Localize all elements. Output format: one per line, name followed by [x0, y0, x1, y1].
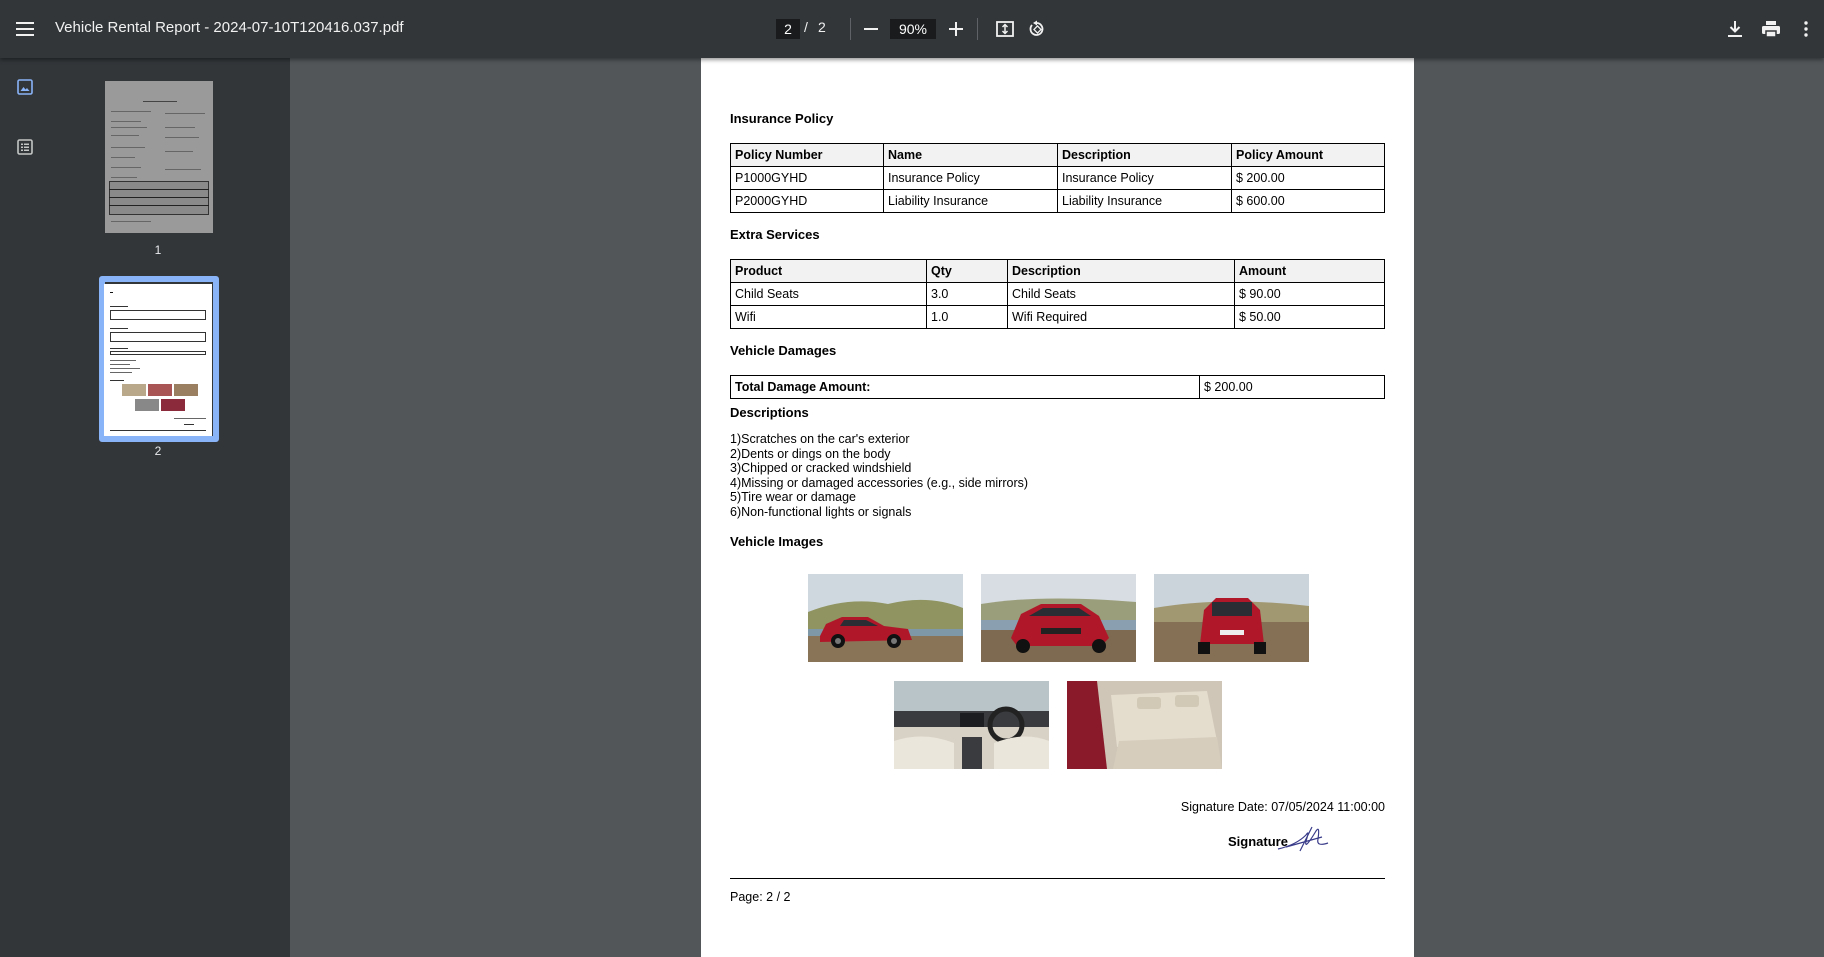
more-vertical-icon	[1804, 21, 1808, 37]
table-row	[731, 190, 1385, 213]
table-cell: Insurance Policy	[884, 167, 1058, 190]
table-header: Policy Amount	[1232, 144, 1385, 167]
table-header: Product	[731, 260, 927, 283]
list-item: 1)Scratches on the car's exterior	[730, 432, 910, 446]
descriptions-title: Descriptions	[730, 405, 809, 420]
table-header: Policy Number	[731, 144, 884, 167]
pdf-toolbar	[0, 0, 1824, 58]
document-title: Vehicle Rental Report - 2024-07-10T120416.037.pdf	[55, 19, 404, 36]
signature-label: Signature	[1228, 834, 1288, 849]
list-item: 2)Dents or dings on the body	[730, 446, 891, 461]
table-cell: Liability Insurance	[1058, 190, 1232, 213]
page-number-input[interactable]: 2	[776, 19, 800, 39]
table-cell: Child Seats	[1008, 283, 1235, 306]
table-cell: Liability Insurance	[884, 190, 1058, 213]
images-section-title: Vehicle Images	[730, 534, 824, 549]
thumbnail-view-button[interactable]	[12, 74, 38, 100]
damage-total-value: $ 200.00	[1200, 376, 1385, 399]
thumbnail-sidebar	[0, 58, 290, 957]
table-header: Description	[1058, 144, 1232, 167]
pdf-page	[701, 58, 1414, 957]
download-icon	[1727, 20, 1743, 38]
zoom-input[interactable]: 90%	[890, 19, 936, 39]
toolbar-divider	[850, 18, 851, 40]
outline-view-button[interactable]	[12, 134, 38, 160]
table-header-row	[731, 144, 1385, 167]
table-cell: 1.0	[927, 306, 1008, 329]
table-cell: $ 600.00	[1232, 190, 1385, 213]
thumbnail-label-2: 2	[154, 444, 162, 458]
signature-image	[1276, 823, 1331, 855]
table-cell: 3.0	[927, 283, 1008, 306]
print-button[interactable]	[1756, 14, 1786, 44]
table-row	[731, 283, 1385, 306]
toolbar-divider	[977, 18, 978, 40]
damage-description-list	[730, 432, 1028, 520]
table-cell: P1000GYHD	[731, 167, 884, 190]
document-viewer[interactable]	[290, 58, 1824, 957]
thumbnail-label-1: 1	[154, 243, 162, 257]
vehicle-image-front	[981, 574, 1136, 662]
list-item: 5)Tire wear or damage	[730, 490, 856, 505]
rotate-button[interactable]	[1022, 14, 1052, 44]
download-button[interactable]	[1720, 14, 1750, 44]
fit-to-page-button[interactable]	[990, 14, 1020, 44]
vehicle-image-side	[808, 574, 963, 662]
table-cell: $ 200.00	[1232, 167, 1385, 190]
table-row	[731, 306, 1385, 329]
page-separator: /	[804, 19, 808, 35]
damage-total-label: Total Damage Amount:	[731, 376, 1200, 399]
table-cell: $ 50.00	[1235, 306, 1385, 329]
damage-total-table	[730, 375, 1385, 399]
footer-divider	[730, 878, 1385, 879]
page-footer: Page: 2 / 2	[730, 890, 791, 904]
extras-table	[730, 259, 1385, 329]
table-cell: Child Seats	[731, 283, 927, 306]
hamburger-menu-icon	[16, 22, 34, 36]
image-icon	[17, 79, 33, 95]
rotate-icon	[1028, 20, 1046, 38]
vehicle-image-rear	[1154, 574, 1309, 662]
menu-button[interactable]	[10, 14, 40, 44]
damages-section-title: Vehicle Damages	[730, 343, 837, 358]
page-thumbnail-1[interactable]	[105, 81, 213, 233]
zoom-out-button[interactable]	[858, 14, 884, 44]
plus-icon	[949, 22, 963, 36]
insurance-section-title: Insurance Policy	[730, 111, 834, 126]
page-total: 2	[818, 19, 826, 35]
insurance-table	[730, 143, 1385, 213]
list-icon	[17, 139, 33, 155]
vehicle-image-dashboard	[894, 681, 1049, 769]
vehicle-image-rear-seats	[1067, 681, 1222, 769]
more-options-button[interactable]	[1796, 14, 1816, 44]
table-cell: P2000GYHD	[731, 190, 884, 213]
table-header: Qty	[927, 260, 1008, 283]
list-item: 3)Chipped or cracked windshield	[730, 461, 912, 476]
table-row	[731, 376, 1385, 399]
list-item: 6)Non-functional lights or signals	[730, 504, 912, 519]
extras-section-title: Extra Services	[730, 227, 820, 242]
table-cell: Wifi Required	[1008, 306, 1235, 329]
table-header: Amount	[1235, 260, 1385, 283]
table-cell: $ 90.00	[1235, 283, 1385, 306]
minus-icon	[864, 22, 878, 36]
table-cell: Insurance Policy	[1058, 167, 1232, 190]
table-cell: Wifi	[731, 306, 927, 329]
zoom-in-button[interactable]	[942, 14, 970, 44]
page-thumbnail-2[interactable]	[104, 284, 212, 436]
list-item: 4)Missing or damaged accessories (e.g., side mirrors)	[730, 475, 1029, 490]
fit-page-icon	[996, 20, 1014, 38]
table-header-row	[731, 260, 1385, 283]
signature-date: Signature Date: 07/05/2024 11:00:00	[1180, 800, 1385, 814]
printer-icon	[1761, 20, 1781, 38]
table-row	[731, 167, 1385, 190]
table-header: Description	[1008, 260, 1235, 283]
table-header: Name	[884, 144, 1058, 167]
